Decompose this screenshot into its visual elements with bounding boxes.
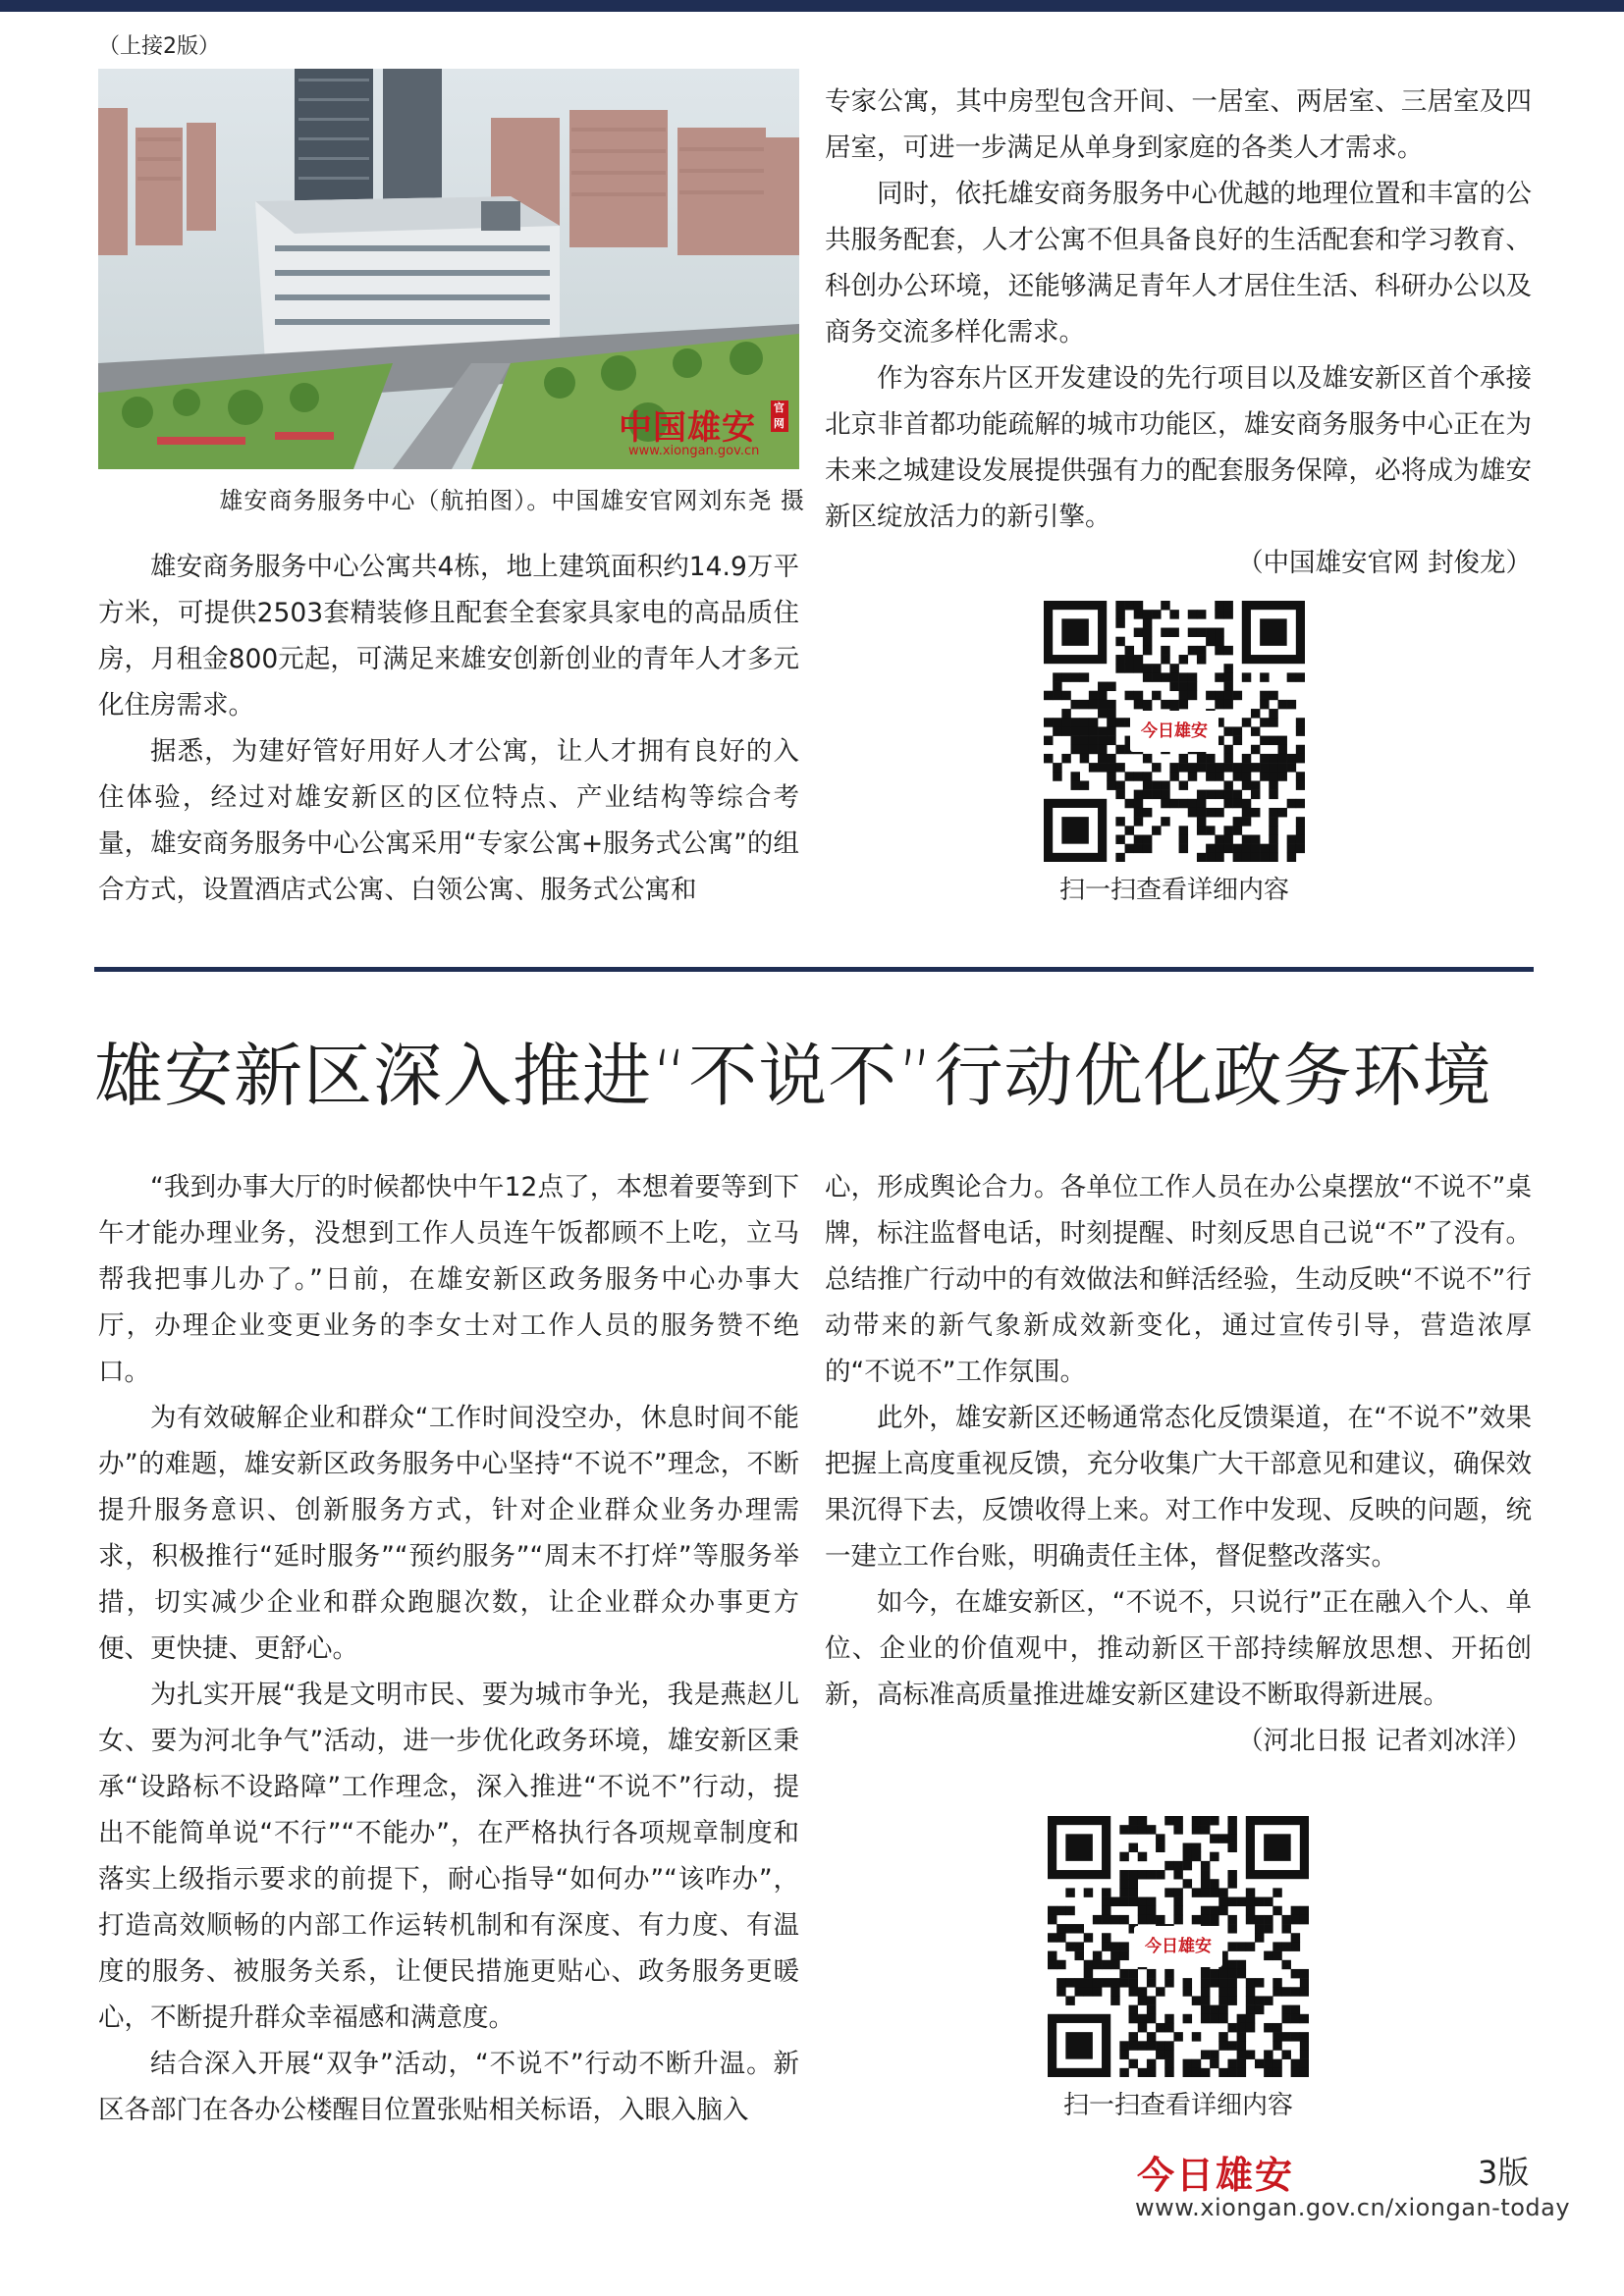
qr-code[interactable]: [1048, 1816, 1309, 2077]
qr-label: 扫一扫查看详细内容: [1058, 876, 1289, 905]
photo-caption: 雄安商务服务中心（航拍图）。中国雄安官网刘东尧 摄: [219, 487, 805, 514]
paragraph: 雄安商务服务中心公寓共4栋，地上建筑面积约14.9万平方米，可提供2503套精装修且配套全套家具家电的高品质住房，月租金800元起，可满足来雄安创新创业的青年人才多元化住房需求。: [98, 552, 799, 721]
paragraph-continuation: 心，形成舆论合力。各单位工作人员在办公桌摆放“不说不”桌牌，标注监督电话，时刻提醒、时刻反思自己说“不”了没有。总结推广行动中的有效做法和鲜活经验，生动反映“不说不”行动带来的新气象新成效新变化，通过宣传引导，营造浓厚的“不说不”工作氛围。: [825, 1172, 1532, 1387]
qr-code[interactable]: [1044, 601, 1305, 862]
paragraph: 同时，依托雄安商务服务中心优越的地理位置和丰富的公共服务配套，人才公寓不但具备良好的生活配套和学习教育、科创办公环境，还能够满足青年人才居住生活、科研办公以及商务交流多样化需求。: [825, 179, 1532, 347]
section-divider: [94, 967, 1534, 972]
qr-label: 扫一扫查看详细内容: [1062, 2091, 1293, 2120]
footer-logo: 今日雄安: [1137, 2153, 1295, 2197]
article1-left-column: [98, 544, 799, 913]
headline: 雄安新区深入推进“不说不”行动优化政务环境: [94, 1036, 1492, 1116]
paragraph: 结合深入开展“双争”活动，“不说不”行动不断升温。新区各部门在各办公楼醒目位置张贴相关标语，入眼入脑入: [98, 2049, 799, 2125]
article2-left-column: [98, 1164, 799, 2133]
page-number: 3版: [1478, 2154, 1530, 2191]
watermark-text: 中国雄安: [619, 408, 756, 448]
paragraph: 为有效破解企业和群众“工作时间没空办，休息时间不能办”的难题，雄安新区政务服务中心坚持“不说不”理念，不断提升服务意识、创新服务方式，针对企业群众业务办理需求，积极推行“延时服务”“预约服务”“周末不打烊”等服务举措，切实减少企业和群众跑腿次数，让企业群众办事更方便、更快捷、更舒心。: [98, 1403, 799, 1664]
paragraph: 如今，在雄安新区，“不说不，只说行”正在融入个人、单位、企业的价值观中，推动新区干部持续解放思想、开拓创新，高标准高质量推进雄安新区建设不断取得新进展。: [825, 1587, 1532, 1710]
byline: （中国雄安官网 封俊龙）: [1237, 548, 1532, 578]
watermark-seal: 官网: [771, 400, 788, 432]
byline: （河北日报 记者刘冰洋）: [1237, 1726, 1532, 1756]
article1-right-column: [825, 79, 1532, 586]
top-bar: [0, 0, 1624, 12]
footer-url[interactable]: www.xiongan.gov.cn/xiongan-today: [1135, 2194, 1571, 2221]
qr-badge: 今日雄安: [1134, 1926, 1222, 1967]
photo-watermark: [619, 400, 788, 449]
qr-code-block: [1041, 1816, 1316, 2121]
paragraph: 此外，雄安新区还畅通常态化反馈渠道，在“不说不”效果把握上高度重视反馈，充分收集广大干部意见和建议，确保效果沉得下去，反馈收得上来。对工作中发现、反映的问题，统一建立工作台账，明确责任主体，督促整改落实。: [825, 1403, 1532, 1572]
qr-badge: 今日雄安: [1130, 711, 1218, 752]
paragraph: “我到办事大厅的时候都快中午12点了，本想着要等到下午才能办理业务，没想到工作人员连午饭都顾不上吃，立马帮我把事儿办了。”日前，在雄安新区政务服务中心办事大厅，办理企业变更业务的李女士对工作人员的服务赞不绝口。: [98, 1172, 799, 1387]
watermark-url: www.xiongan.gov.cn: [628, 444, 760, 458]
qr-code-block: [1037, 601, 1312, 906]
paragraph: 据悉，为建好管好用好人才公寓，让人才拥有良好的入住体验，经过对雄安新区的区位特点、产业结构等综合考量，雄安商务服务中心公寓采用“专家公寓+服务式公寓”的组合方式，设置酒店式公寓、白领公寓、服务式公寓和: [98, 736, 799, 905]
continued-from-note: （上接2版）: [98, 34, 220, 59]
aerial-photo: [98, 69, 799, 469]
article2-right-column: [825, 1164, 1532, 1764]
paragraph: 作为容东片区开发建设的先行项目以及雄安新区首个承接北京非首都功能疏解的城市功能区，雄安商务服务中心正在为未来之城建设发展提供强有力的配套服务保障，必将成为雄安新区绽放活力的新引擎。: [825, 363, 1532, 532]
paragraph-continuation: 专家公寓，其中房型包含开间、一居室、两居室、三居室及四居室，可进一步满足从单身到家庭的各类人才需求。: [825, 86, 1532, 163]
paragraph: 为扎实开展“我是文明市民、要为城市争光，我是燕赵儿女、要为河北争气”活动，进一步优化政务环境，雄安新区秉承“设路标不设路障”工作理念，深入推进“不说不”行动，提出不能简单说“不行”“不能办”，在严格执行各项规章制度和落实上级指示要求的前提下，耐心指导“如何办”“该咋办”，打造高效顺畅的内部工作运转机制和有深度、有力度、有温度的服务、被服务关系，让便民措施更贴心、政务服务更暖心，不断提升群众幸福感和满意度。: [98, 1680, 799, 2033]
